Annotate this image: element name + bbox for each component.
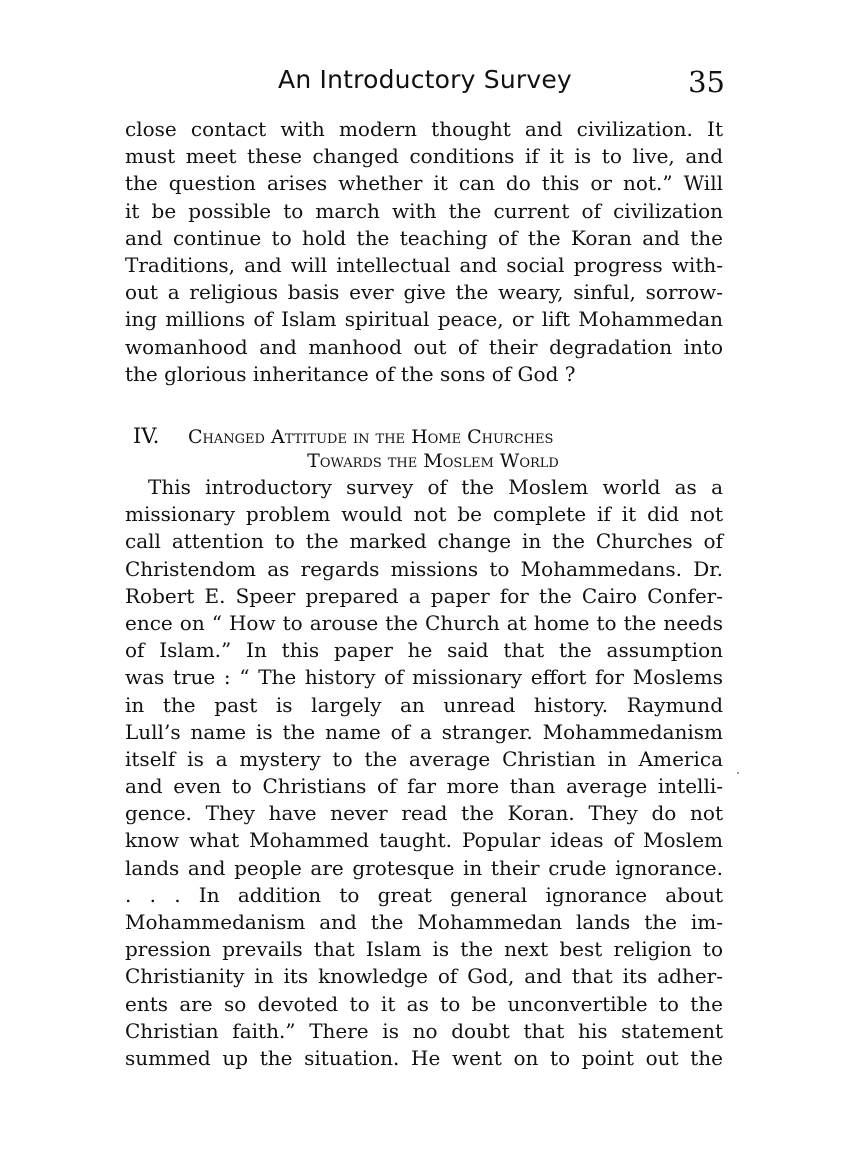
text-line: and even to Christians of far more than average intelli- [125,774,723,799]
text-line: the question arises whether it can do this or not.” Will [125,171,723,196]
text-line: gence. They have never read the Koran. They do not [125,801,723,826]
text-line: Christian faith.” There is no doubt that his statement [125,1018,723,1043]
text-line: and continue to hold the teaching of the Koran and the [125,225,723,250]
paper-speck [737,772,739,774]
text-line: it be possible to march with the current of civilization [125,198,723,223]
text-line: missionary problem would not be complete if it did not [125,502,723,527]
section-heading-line-1 [125,424,723,449]
text-line: out a religious basis ever give the weary, sinful, sorrow- [125,280,723,305]
text-line: itself is a mystery to the average Christian in America [125,746,723,771]
text-line: lands and people are grotesque in their crude ignorance. [125,855,723,880]
text-line: know what Mohammed taught. Popular ideas of Moslem [125,828,723,853]
text-line: ents are so devoted to it as to be unconvertible to the [125,991,723,1016]
text-line: Robert E. Speer prepared a paper for the Cairo Confer- [125,583,723,608]
text-line: summed up the situation. He went on to point out the [125,1045,723,1070]
section-numeral: IV. [133,424,160,448]
running-head [125,62,725,102]
text-line: womanhood and manhood out of their degradation into [125,334,723,359]
text-line: must meet these changed conditions if it is to live, and [125,144,723,169]
text-line: Christendom as regards missions to Mohammedans. Dr. [125,556,723,581]
section-title-part-1: Changed Attitude in the Home Churches [188,426,554,448]
running-title: An Introductory Survey [278,65,572,94]
text-line: was true : “ The history of missionary effort for Moslems [125,665,723,690]
text-line: pression prevails that Islam is the next best religion to [125,937,723,962]
text-line: . . . In addition to great general ignorance about [125,882,723,907]
section-title-part-2: Towards the Moslem World [307,450,559,472]
text-line: Christianity in its knowledge of God, and that its adher- [125,964,723,989]
text-line: Traditions, and will intellectual and social progress with- [125,252,723,277]
page-number: 35 [688,65,725,99]
text-line: ing millions of Islam spiritual peace, or lift Mohammedan [125,307,723,332]
text-line: Lull’s name is the name of a stranger. Mohammedanism [125,719,723,744]
paragraph-continued [125,116,723,388]
paragraph [125,474,723,1072]
section-heading [125,424,723,474]
text-line: close contact with modern thought and civilization. It [125,117,723,141]
text-line: Mohammedanism and the Mohammedan lands the im- [125,910,723,934]
text-line: the glorious inheritance of the sons of God ? [125,361,576,386]
text-line: call attention to the marked change in the Churches of [125,529,723,554]
text-line: This introductory survey of the Moslem world as a [148,475,723,499]
text-line: in the past is largely an unread history. Raymund [125,692,723,717]
text-line: ence on “ How to arouse the Church at home to the needs [125,610,723,635]
text-line: of Islam.” In this paper he said that the assumption [125,638,723,663]
